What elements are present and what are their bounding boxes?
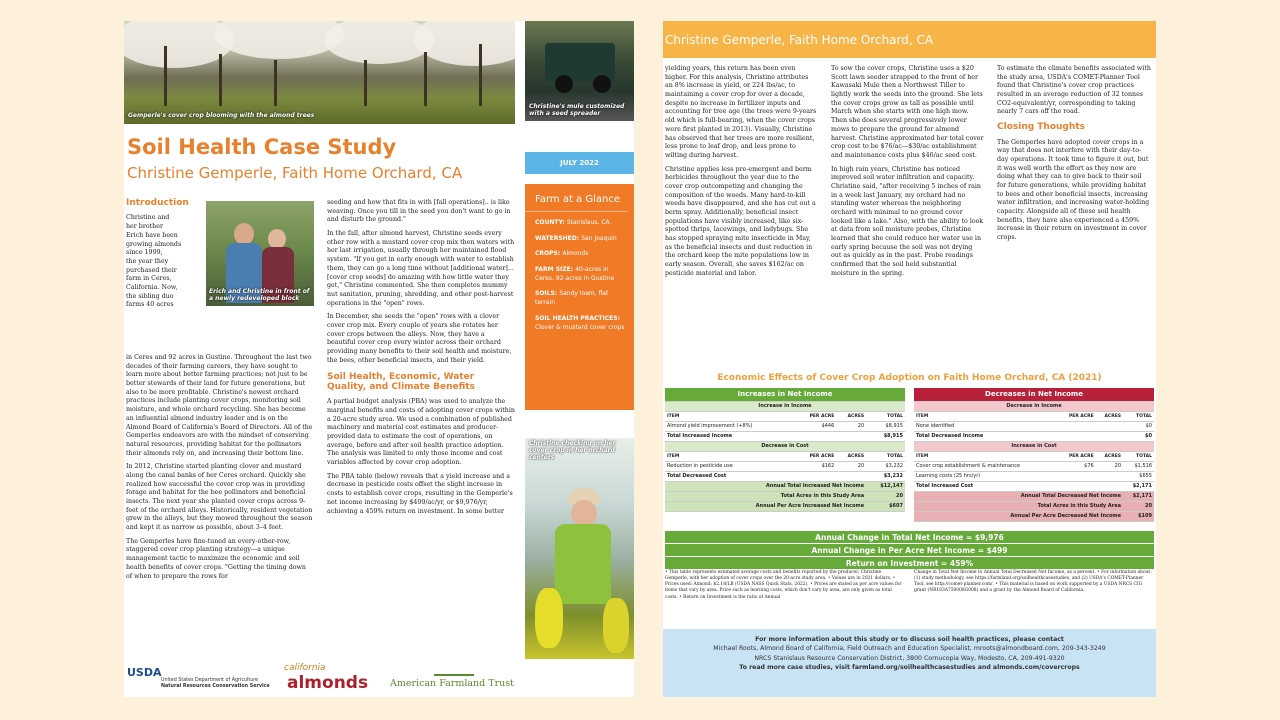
table-cell: Decreases in Net Income [914,388,1154,401]
table-cell: $0 [1123,421,1154,431]
table-summary [665,501,905,511]
checking-photo [525,438,634,659]
right-column-3 [997,65,1152,248]
table-section [914,441,1154,451]
table-row [665,421,905,431]
table-section [914,401,1154,411]
mid-paragraph-2: In the fall, after almond harvest, Christine seeds every other row with a mustard cover crop mix then waters with her last irrigation, usually through her maintained flood system. "If you get in early enough with water to establish them, they can go a long time without [additional water]...[cover crop seeds] do amazing with how little water they get," Christine commented. She then completes mummy nut sanitation, pruning, shredding, and other post-harvest operations in the "open" rows. [327,230,515,307]
intro-line: her brother [126,223,163,231]
table-column-headers [914,411,1154,421]
table-header [914,388,1154,401]
almonds-logo: almonds [287,673,369,693]
closing-heading: Closing Thoughts [997,122,1085,133]
aft-logo: American Farmland Trust [390,678,514,689]
table-cell: $2,171 [1123,481,1154,491]
table-row [914,421,1154,431]
table-cell: $162 [795,461,837,471]
table-cell: $8,915 [866,421,905,431]
mule-photo [525,21,634,121]
table-cell: $1,516 [1123,461,1154,471]
table-cell: None identified [914,421,1058,431]
farm-row-label: WATERSHED: [535,234,582,242]
farm-row [525,243,634,259]
farm-row-label: SOILS: [535,290,560,298]
right-c3-paragraph-2: The Gemperles have adopted cover crops in a way that does not interfere with their day-to-day operations. It took time to figure it out, but it was well worth the effort as they now are doing what they can to give back to their soil for future generations, while providing habitat to bees and other beneficial insects, increasing water infiltration, and increasing water-holding capacity. Alongside all of these soil health benefits, they have also experienced a 459% increase in their return on investment in cover crops. [997,138,1150,242]
usda-logo-text [161,678,270,691]
farm-row-value: San Joaquin [581,234,617,242]
table-cell: $2,171 [1123,491,1154,501]
table-row [665,461,905,471]
table-cell: Total Decreased Cost [665,471,866,481]
farm-row-value: Sandy loam, flat terrain [535,290,609,307]
almonds-logo-top: california [284,663,326,673]
intro-paragraph-1: in Ceres and 92 acres in Gustine. Throughout the last two decades of their farming careers, they have sought to learn more about better farming practices; not just to be better stewards of their land for future generations, but also to be more profitable. Christine's newest orchard practices include planting cover crops, monitoring soil moisture, and whole orchard recycling. She has become an influential almond industry leader and is on the Almond Board of California's Board of Directors. All of the Gemperles endeavors are with the mindset of conserving natural resources, providing habitat for the pollinators their almonds rely on, and increasing their bottom line. [126,354,313,457]
table-cell: $76 [1058,461,1096,471]
table-cell: TOTAL [866,411,905,421]
right-column-1 [665,65,818,284]
table-total [665,431,905,441]
table-cell: ACRES [836,451,866,461]
contact-line-3: NRCS Stanislaus Resource Conservation District, 3800 Cornucopia Way, Modesto, CA, 209-491-9320 [754,654,1065,662]
intro-paragraph-2: In 2012, Christine started planting clover and mustard along the canal banks of her Ceres orchard. Quickly she realized how successful the cover crop was in providing forage and habitat for the bee pollinators and beneficial insects. The next year she planted cover crops across 9-feet of the orchard alleys. Historically, resident vegetation grew in the alleys, but they mowed throughout the season and kept it as narrow as possible, about 3–4 feet. [126,463,313,532]
farm-row-value: 40-acres in Ceres, 92-acres in Gustine [535,266,615,282]
table-total [914,431,1154,441]
table-cell: ACRES [1096,451,1123,461]
right-header: Christine Gemperle, Faith Home Orchard, CA [663,21,1156,58]
contact-info [663,629,1156,697]
table-cell: 20 [836,461,866,471]
mid-paragraph-3: In December, she seeds the "open" rows with a clover cover crop mix. Every couple of years she rotates her cover crops between the alleys. Now, they have a beautiful cover crop every winter across their orchard providing many benefits to their soil health and moisture, the bees, other beneficial insects, and their yield. [327,313,512,364]
right-page [663,21,1156,697]
intro-body [126,354,314,586]
intro-paragraph-3: The Gemperles have fine-tuned an every-other-row, staggered cover crop planting strategy—a unique management tactic to maximize the economic and soil health benefits of cover crops. "Getting the timing down of when to prepare the rows for [126,537,306,580]
table-summary [914,511,1154,521]
table-cell: ITEM [914,451,1058,461]
table-cell: $0 [1123,431,1154,441]
table-row [914,461,1154,471]
farm-row-label: FARM SIZE: [535,266,576,274]
table-cell: Total Acres in this Study Area [665,491,866,501]
table-total [665,471,905,481]
intro-line: growing almonds [126,240,182,248]
intro-line: purchased their [126,266,177,274]
usda-logo: USDA [127,666,162,679]
table-row [914,471,1154,481]
right-column-2 [831,65,984,284]
contact-line-2: Michael Roots, Almond Board of California, Field Outreach and Education Specialist, mroots@almondboard.com, 209-343-3249 [713,645,1106,653]
table-cell: Total Increased Income [665,431,866,441]
annual-total: Annual Change in Total Net Income = $9,976 [665,531,1154,544]
table-cell: TOTAL [1123,411,1154,421]
right-c3-paragraph-1: To estimate the climate benefits associated with the study area, USDA's COMET-Planner Tool found that Christine's cover crop practices resulted in an average reduction of 32 tonnes CO2-equivalent/yr, corresponding to taking nearly 7 cars off the road. [997,65,1151,116]
table-cell: Total Acres in this Study Area [914,501,1123,511]
usda-line-2: Natural Resources Conservation Service [161,684,270,690]
table-cell: Decrease in Cost [665,441,905,451]
increases-table [665,388,905,512]
farm-at-a-glance [525,184,634,410]
table-column-headers [665,451,905,461]
table-cell: ITEM [665,451,795,461]
annual-per-acre: Annual Change in Per Acre Net Income = $499 [665,544,1154,557]
return-on-investment: Return on Investment = 459% [845,558,974,568]
table-cell: $3,232 [866,461,905,471]
intro-heading: Introduction [126,198,189,208]
table-cell: Annual Total Decreased Net Income [914,491,1123,501]
table-cell: Cover crop establishment & maintenance [914,461,1058,471]
annual-summary [665,531,1154,569]
intro-line: Christine and [126,214,170,222]
table-cell: Total Decreased Income [914,431,1123,441]
table-cell: 20 [1123,501,1154,511]
table-cell: Learning costs (25 hrs/yr) [914,471,1058,481]
table-cell [1096,471,1123,481]
table-cell: 20 [836,421,866,431]
table-cell: $109 [1123,511,1154,521]
right-c1-paragraph-1: yielding years, this return has been even higher. For this analysis, Christine attributes an 8% increase in yield, or 224 lbs/ac, to maintaining a cover crop for over a decade, despite no increase in fertilizer inputs and accounting for tree age (the trees were 9-years old which is full-bearing, when the cover crops were first planted in 2013). Visually, Christine has observed that her trees are more resilient, less prone to leaf drop, and less prone to wilting during harvest. [665,65,817,159]
table-section [665,441,905,451]
table-cell: ACRES [1096,411,1123,421]
table-title: Economic Effects of Cover Crop Adoption on Faith Home Orchard, CA (2021) [717,373,1102,383]
farm-row-value: Clover & mustard cover crops [535,323,625,331]
date-banner: JULY 2022 [525,152,634,174]
table-cell: ACRES [836,411,866,421]
table-cell: PER ACRE [1058,451,1096,461]
table-cell [1096,421,1123,431]
table-column-headers [665,411,905,421]
farm-row [525,212,634,228]
intro-line: the sibling duo [126,292,174,300]
right-c1-paragraph-2: Christine applies less pre-emergent and berm herbicides throughout the year due to the cover crop outcompeting and changing the composition of the weeds. Many hard-to-kill weeds have disappeared, and she has cut out a berm spray. Additionally, beneficial insect populations have visibly increased, like six-spotted thrips, lacewings, and ladybugs. She has stopped spraying mite insecticide in May, as the beneficial insects and dust reduction in the orchard keep the mite populations low in early season. Overall, she saves $162/ac on pesticide material and labor. [665,165,816,277]
contact-line-1: For more information about this study or to discuss soil health practices, please contact [755,636,1064,643]
table-cell: PER ACRE [795,411,837,421]
table-cell: Reduction in pesticide use [665,461,795,471]
table-cell: $8,915 [866,431,905,441]
mid-paragraph-1: seeding and how that fits in with [fall operations].. is like weaving. Once you till in the seed you don't want to go in and disturb the ground." [327,199,511,224]
farm-row-label: CROPS: [535,250,563,258]
intro-line: farm in Ceres, [126,275,172,283]
usda-line-1: United States Department of Agriculture [161,678,259,683]
econ-heading: Soil Health, Economic, Water Quality, and Climate Benefits [327,372,475,392]
contact-line-4: To read more case studies, visit farmland.org/soilhealthcasestudies and almonds.com/covercrops [739,663,1080,671]
table-cell: TOTAL [1123,451,1154,461]
table-cell [1058,421,1096,431]
farm-row [525,308,634,332]
table-cell: Total Increased Cost [914,481,1123,491]
table-cell: 20 [866,491,905,501]
intro-line: the year they [126,257,169,265]
intro-line: California. Now, [126,283,178,291]
table-cell: Increase in Cost [914,441,1154,451]
page-subtitle: Christine Gemperle, Faith Home Orchard, CA [127,164,463,182]
footnote-left: • This table represents estimated average costs and benefits reported by the producer, Christine Gemperle, with her adoption of cover crops over the 20-acre study area. • Values are in 2021 dollars. • Prices used: Almond: $2.18/LB (USDA NASS Quick Stats, 2022). • Prices are stated as per acre values for items that vary by area. Price such as learning costs, which don't vary by area, are only given as total costs. • Return on Investment is the ratio of Annual [665,570,902,600]
table-cell: Almond yield improvement (+8%) [665,421,795,431]
econ-paragraph-2: The PBA table (below) reveals that a yield increase and a decrease in pesticide costs offset the slight increase in costs to establish cover crops, resulting in the Gemperle's net income increasing by $499/ac/yr, or $9,976/yr, achieving a 459% return on investment. In some better [327,472,513,515]
farm-row-label: SOIL HEALTH PRACTICES: [535,314,620,322]
table-summary [914,491,1154,501]
portrait-photo [206,201,314,306]
table-cell [1058,471,1096,481]
intro-line: since 1999, [126,249,163,257]
table-summary [665,491,905,501]
footnote-right: Change in Total Net Income to Annual Total Decreased Net Income, as a percent. • For information about: (1) study methodology, see https://farmland.org/soilhealthcasestudies, and (2) USDA's COMET-Planner Tool, see http://comet-planner.com/. • This material is based on work supported by a USDA NRCS CIG grant (NR183A750008G008) and a grant by the Almond Board of California. [914,570,1152,594]
table-cell: Annual Total Increased Net Income [665,481,866,491]
table-cell: PER ACRE [1058,411,1096,421]
table-cell: Decrease in Income [914,401,1154,411]
farm-heading: Farm at a Glance [525,184,628,212]
aft-barn-icon [434,666,474,676]
decreases-table [914,388,1154,522]
practice-text [327,199,515,521]
table-cell: ITEM [914,411,1058,421]
table-cell: Increases in Net Income [665,388,905,401]
mule-caption: Christine's mule customized with a seed spreader [529,103,625,118]
table-summary [914,501,1154,511]
table-cell: TOTAL [866,451,905,461]
table-column-headers [914,451,1154,461]
checking-caption: Christine checking on her cover crop in her orchard centers [529,440,616,461]
farm-row-value: Stanislaus, CA [566,219,610,226]
table-cell: $655 [1123,471,1154,481]
right-c2-paragraph-2: In high rain years, Christine has noticed improved soil water infiltration and capacity. Christine said, "after receiving 5 inches of rain in a week last January, my orchard had no standing water whereas the neighboring orchard with minimal to no ground cover looked like a lake." Also, with the ability to look at data from soil moisture probes, Christine learned that she could reduce her water use in early spring because the soil was not drying out as quickly as in the past. Probe readings confirmed that the soil held substantial moisture in the spring. [831,165,984,277]
farm-row [525,283,634,307]
table-cell: Increase in Income [665,401,905,411]
intro-line: Erich have been [126,231,178,239]
table-cell: $607 [866,501,905,511]
farm-row [525,228,634,244]
orchard-photo [124,21,515,124]
left-page [124,21,634,697]
orchard-caption: Gemperle's cover crop blooming with the almond trees [128,112,315,120]
table-total [914,481,1154,491]
table-cell: Annual Per Acre Decreased Net Income [914,511,1123,521]
table-section [665,401,905,411]
farm-row-label: COUNTY: [535,219,567,226]
farm-row [525,259,634,283]
table-cell: $3,232 [866,471,905,481]
table-cell: $12,147 [866,481,905,491]
table-cell: ITEM [665,411,795,421]
page-title: Soil Health Case Study [127,135,397,159]
intro-line: farms 40 acres [126,301,174,309]
portrait-caption: Erich and Christine in front of a newly redeveloped block [209,288,310,303]
table-summary [665,481,905,491]
table-cell: Annual Per Acre Increased Net Income [665,501,866,511]
table-cell: $446 [795,421,837,431]
econ-paragraph-1: A partial budget analysis (PBA) was used to analyze the marginal benefits and costs of adopting cover crops within a 20-acre study area. We used a combination of published machinery and material cost estimates and producer-provided data to estimate the cost of operations, on average, before and after soil health practice adoption. The analysis was limited to only those income and cost variables affected by cover crop adoption. [327,398,515,467]
table-header [665,388,905,401]
right-c2-paragraph-1: To sow the cover crops, Christine uses a $20 Scott lawn seeder strapped to the front of her Kawasaki Mule then a Northwest Tiller to lightly work the seeds into the ground. She lets the cover crops grow as tall as possible until March when she starts with one high mow. Then she does several progressively lower mows to prepare the ground for almond harvest. Christine approximated her total cover crop cost to be $76/ac—$30/ac establishment and maintenance costs plus $46/ac seed cost. [831,65,984,159]
farm-row-value: Almonds [562,250,589,258]
intro-narrow-text [126,214,204,310]
table-cell: PER ACRE [795,451,837,461]
table-cell: 20 [1096,461,1123,471]
farm-rows [525,212,634,332]
